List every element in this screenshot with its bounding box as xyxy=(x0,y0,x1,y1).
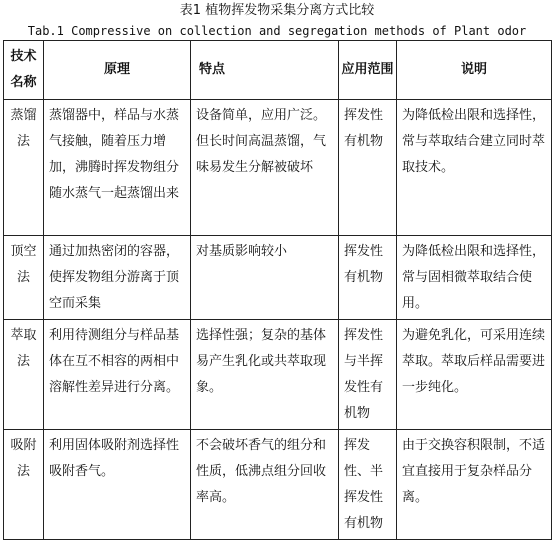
principle-cell: 利用待测组分与样品基体在互不相容的两相中溶解性差异进行分离。 xyxy=(44,320,191,430)
feature-cell: 不会破坏香气的组分和性质，低沸点组分回收率高。 xyxy=(191,430,339,540)
scope-cell: 挥发性与半挥发性有机物 xyxy=(339,320,397,430)
header-note: 说明 xyxy=(397,41,552,100)
feature-cell: 设备简单，应用广泛。但长时间高温蒸馏，气味易发生分解被破坏 xyxy=(191,100,339,236)
scope-cell: 挥发性有机物 xyxy=(339,236,397,320)
header-row xyxy=(4,41,552,100)
method-name: 萃取法 xyxy=(4,320,44,430)
header-principle: 原理 xyxy=(44,41,191,100)
note-cell: 由于交换容积限制，不适宜直接用于复杂样品分离。 xyxy=(397,430,552,540)
feature-cell: 选择性强；复杂的基体易产生乳化或共萃取现象。 xyxy=(191,320,339,430)
comparison-table xyxy=(3,40,552,540)
note-cell: 为避免乳化，可采用连续萃取。萃取后样品需要进一步纯化。 xyxy=(397,320,552,430)
note-cell: 为降低检出限和选择性，常与固相微萃取结合使用。 xyxy=(397,236,552,320)
table-row xyxy=(4,236,552,320)
scope-cell: 挥发性有机物 xyxy=(339,100,397,236)
header-tech-name: 技术名称 xyxy=(4,41,44,100)
header-scope: 应用范围 xyxy=(339,41,397,100)
method-name: 吸附法 xyxy=(4,430,44,540)
table-row xyxy=(4,430,552,540)
principle-cell: 通过加热密闭的容器，使挥发物组分游离于顶空而采集 xyxy=(44,236,191,320)
feature-cell: 对基质影响较小 xyxy=(191,236,339,320)
note-cell: 为降低检出限和选择性，常与萃取结合建立同时萃取技术。 xyxy=(397,100,552,236)
principle-cell: 利用固体吸附剂选择性吸附香气。 xyxy=(44,430,191,540)
table-title-english: Tab.1 Compressive on collection and segregation methods of Plant odor xyxy=(27,24,527,38)
principle-cell: 蒸馏器中，样品与水蒸气接触，随着压力增加，沸腾时挥发物组分随水蒸气一起蒸馏出来 xyxy=(44,100,191,236)
scope-cell: 挥发性、半挥发性有机物 xyxy=(339,430,397,540)
method-name: 蒸馏法 xyxy=(4,100,44,236)
table-row xyxy=(4,100,552,236)
table-row xyxy=(4,320,552,430)
header-feature: 特点 xyxy=(191,41,339,100)
method-name: 顶空法 xyxy=(4,236,44,320)
table-title-chinese: 表1 植物挥发物采集分离方式比较 xyxy=(179,3,375,18)
